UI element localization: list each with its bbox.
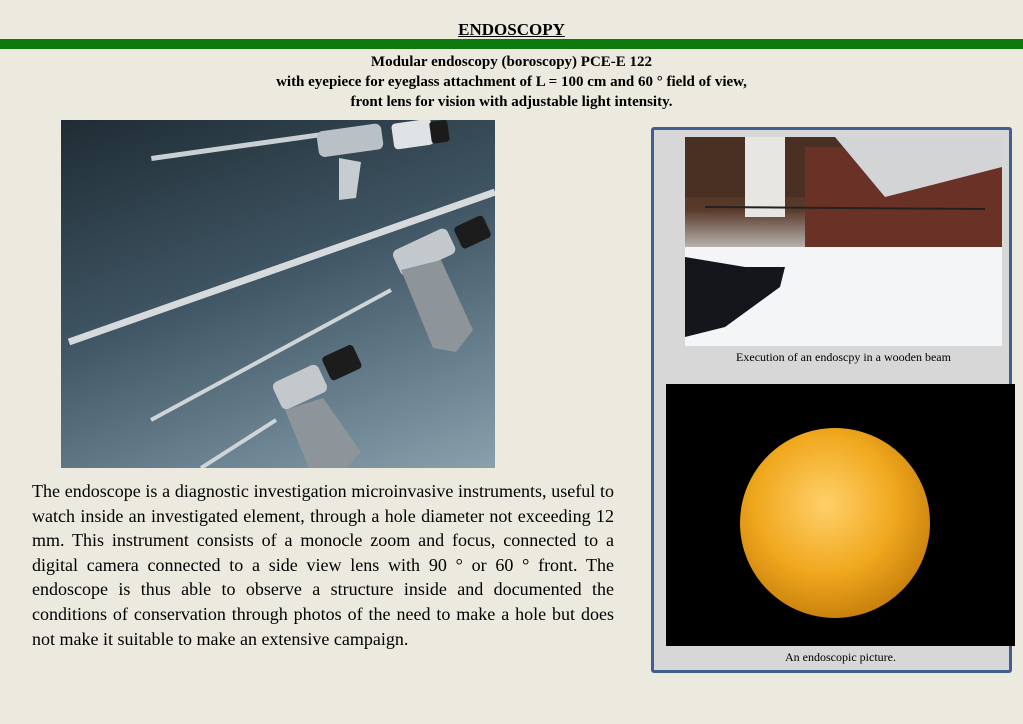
page-title: ENDOSCOPY — [458, 20, 565, 39]
endoscopic-picture — [666, 384, 1015, 646]
subtitle-line-3: front lens for vision with adjustable light intensity. — [350, 94, 673, 110]
subtitle-line-2: with eyepiece for eyeglass attachment of L = 100 cm and 60 ° field of view, — [276, 74, 747, 90]
endoscope-illustration — [61, 120, 495, 468]
beam-scene-illustration — [685, 137, 1002, 346]
subtitle-line-1: Modular endoscopy (boroscopy) PCE-E 122 — [370, 54, 653, 70]
wooden-beam-photo — [685, 137, 1002, 346]
subtitle — [0, 52, 1023, 112]
description-paragraph: The endoscope is a diagnostic investigation microinvasive instruments, useful to watch inside an investigated element, through a hole diameter not exceeding 12 mm. This instrument consists of a monocle zoom and focus, connected to a digital camera connected to a side view lens with 90 ° or 60 ° front. The endoscope is thus able to observe a structure inside and documented the conditions of conservation through photos of the need to make a hole but does not make it suitable to make an extensive campaign. — [32, 481, 614, 649]
endoscope-bottom — [201, 344, 363, 468]
caption-wooden-beam: Execution of an endoscpy in a wooden beam — [736, 350, 951, 364]
endoscopic-view-circle — [740, 428, 930, 618]
endoscope-product-photo — [61, 120, 495, 468]
endoscope-top — [151, 120, 450, 200]
caption-endoscopic-picture: An endoscopic picture. — [785, 650, 896, 664]
header-divider — [0, 39, 1023, 49]
